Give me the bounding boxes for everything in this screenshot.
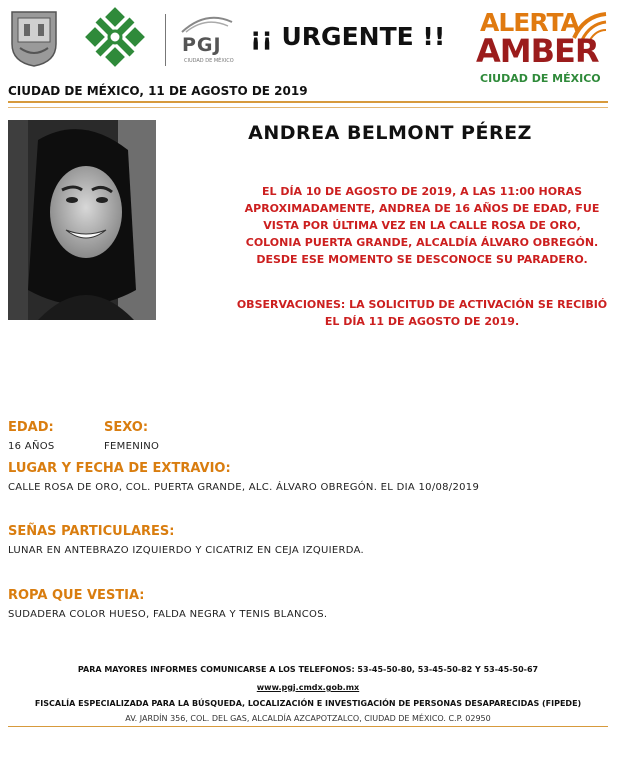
pgj-logo	[176, 12, 238, 70]
senas-label: SEÑAS PARTICULARES:	[8, 524, 175, 539]
alerta-word: ALERTA	[480, 8, 579, 37]
sexo-value: FEMENINO	[104, 441, 160, 452]
edad-value: 16 AÑOS	[8, 441, 55, 452]
footer-fiscalia: FISCALÍA ESPECIALIZADA PARA LA BÚSQUEDA, LOCALIZACIÓN E INVESTIGACIÓN DE PERSONAS DESAPARECIDAS (FIPEDE)	[34, 699, 582, 708]
senas-value: LUNAR EN ANTEBRAZO IZQUIERDO Y CICATRIZ EN CEJA IZQUIERDA.	[8, 545, 365, 556]
lugar-value: CALLE ROSA DE ORO, COL. PUERTA GRANDE, ALC. ÁLVARO OBREGÓN. EL DIA 10/08/2019	[8, 482, 480, 493]
amber-word: AMBER	[476, 32, 599, 70]
disappearance-details: EL DÍA 10 DE AGOSTO DE 2019, A LAS 11:00 HORAS APROXIMADAMENTE, ANDREA DE 16 AÑOS DE EDAD, FUE VISTA POR ÚLTIMA VEZ EN LA CALLE ROSA DE ORO, COLONIA PUERTA GRANDE, ALCALDÍA ÁLVARO OBREGÓN. DESDE ESE MOMENTO SE DESCONOCE SU PARADERO.	[244, 185, 600, 266]
header-rule-thin	[8, 107, 608, 108]
pgj-logo-text: PGJ	[182, 34, 222, 56]
footer-rule	[8, 726, 608, 727]
footer-phones: PARA MAYORES INFORMES COMUNICARSE A LOS TELEFONOS: 53-45-50-80, 53-45-50-82 Y 53-45-50-67	[77, 665, 539, 674]
alerta-amber-logo	[472, 6, 612, 90]
urgente-heading: ¡¡ URGENTE !!	[250, 22, 446, 51]
issue-date-line: CIUDAD DE MÉXICO, 11 DE AGOSTO DE 2019	[8, 84, 308, 98]
ciudad-innovadora-logo	[84, 6, 146, 68]
header-rule	[8, 101, 608, 103]
sexo-label: SEXO:	[104, 420, 149, 435]
edad-label: EDAD:	[8, 420, 54, 435]
person-name: ANDREA BELMONT PÉREZ	[248, 122, 532, 144]
lugar-label: LUGAR Y FECHA DE EXTRAVIO:	[8, 461, 231, 476]
cdmx-coat-of-arms-logo	[8, 8, 60, 68]
footer-address: AV. JARDÍN 356, COL. DEL GAS, ALCALDÍA AZCAPOTZALCO, CIUDAD DE MÉXICO. C.P. 02950	[125, 714, 491, 723]
missing-person-photo	[8, 120, 156, 320]
header-divider	[165, 14, 166, 66]
ropa-value: SUDADERA COLOR HUESO, FALDA NEGRA Y TENIS BLANCOS.	[8, 609, 328, 620]
pgj-logo-subtitle: CIUDAD DE MÉXICO	[184, 58, 234, 64]
alerta-city: CIUDAD DE MÉXICO	[480, 72, 601, 85]
footer-website-link[interactable]: www.pgj.cmdx.gob.mx	[256, 683, 360, 692]
observations-text: OBSERVACIONES: LA SOLICITUD DE ACTIVACIÓN SE RECIBIÓ EL DÍA 11 DE AGOSTO DE 2019.	[236, 298, 608, 328]
ropa-label: ROPA QUE VESTIA:	[8, 588, 145, 603]
